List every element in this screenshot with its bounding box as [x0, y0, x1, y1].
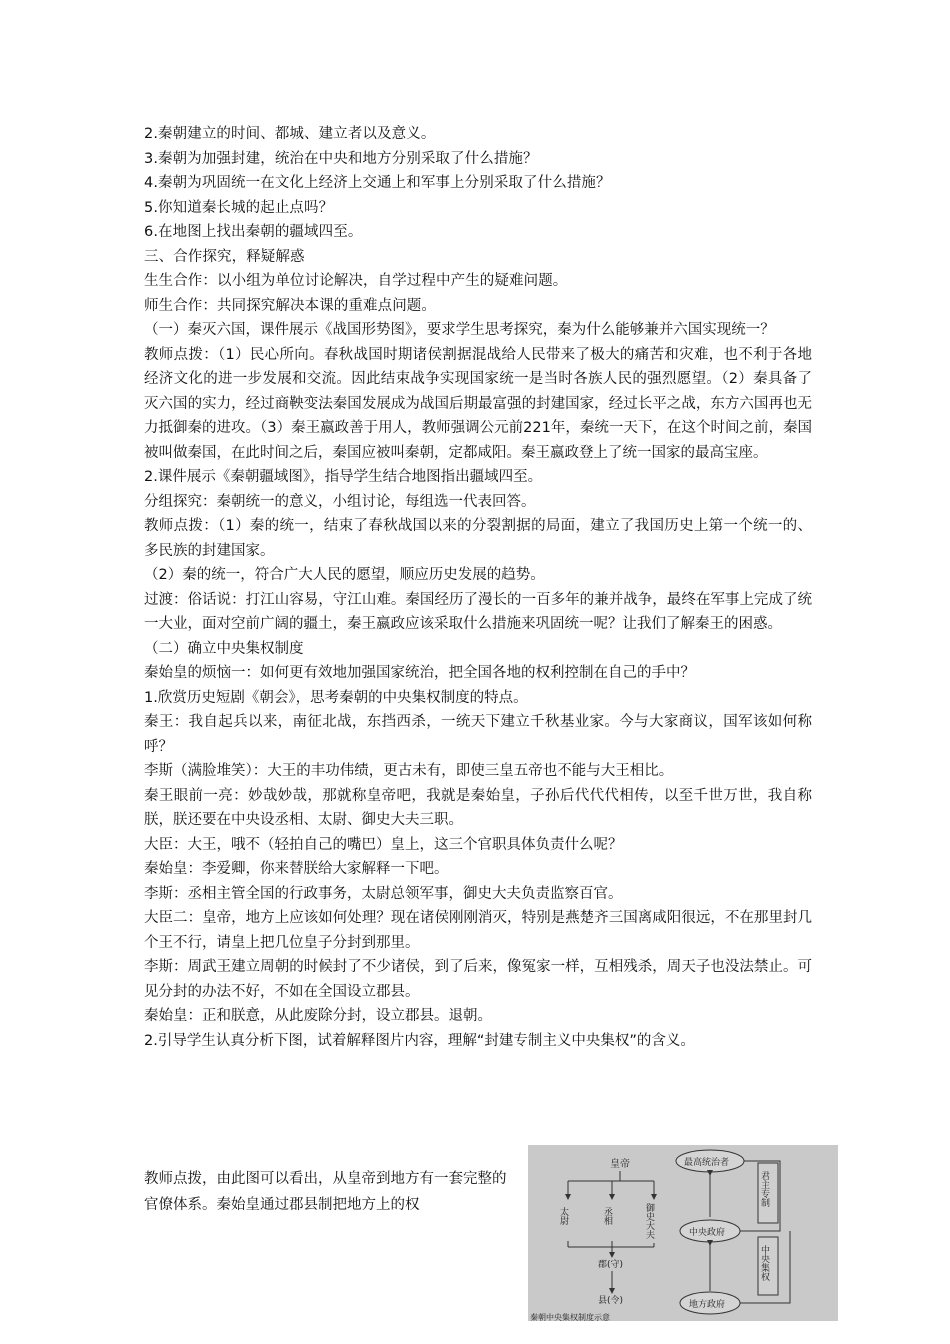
section-heading-3: 三、合作探究，释疑解惑 [144, 248, 305, 265]
question-2: 2.秦朝建立的时间、都城、建立者以及意义。 [144, 126, 436, 142]
diagram-xian-label: 县(令) [598, 1296, 624, 1306]
diagram-centralization-label: 中央集权 [759, 1245, 769, 1281]
centralization-diagram [528, 1145, 838, 1321]
diagram-caption-fragment: 秦朝中央集权制度示意 [530, 1313, 610, 1321]
diagram-jun-label: 郡(守) [598, 1260, 624, 1270]
dialogue-king-1: 秦王：我自起兵以来，南征北战，东挡西杀，一统天下建立千秋基业家。今与大家商议，国军该如何称呼？ [144, 714, 812, 755]
dialogue-lisi-2: 李斯：丞相主管全国的行政事务，太尉总领军事，御史大夫负责监察百官。 [144, 885, 623, 902]
question-6: 6.在地图上找出秦朝的疆域四至。 [144, 224, 363, 240]
diagram-central-gov-label: 中央政府 [689, 1228, 726, 1238]
dialogue-minister-1: 大臣：大王，哦不（轻拍自己的嘴巴）皇上，这三个官职具体负责什么呢？ [144, 836, 623, 853]
paragraph-short-play: 1.欣赏历史短剧《朝会》，思考秦朝的中央集权制度的特点。 [144, 689, 528, 706]
question-3: 3.秦朝为加强封建，统治在中央和地方分别采取了什么措施？ [144, 150, 538, 167]
paragraph-transition: 过渡：俗话说：打江山容易，守江山难。秦国经历了漫长的一百多年的兼并战争，最终在军事上完成了统一大业，面对空前广阔的疆土，秦王嬴政应该采取什么措施来巩固统一呢？让我们了解秦王的困惑。 [144, 591, 812, 632]
paragraph-teacher-guidance-2: 教师点拨：（1）秦的统一，结束了春秋战国以来的分裂割据的局面，建立了我国历史上第一个统一的、多民族的封建国家。 [144, 518, 812, 559]
paragraph-teacher-guidance-3: 教师点拨，由此图可以看出，从皇帝到地方有一套完整的官僚体系。秦始皇通过郡县制把地方上的权 [144, 1171, 507, 1213]
paragraph-unification-trend: （2）秦的统一，符合广大人民的愿望，顺应历史发展的趋势。 [144, 567, 545, 583]
dialogue-king-2: 秦王眼前一亮：妙哉妙哉，那就称皇帝吧，我就是秦始皇，子孙后代代代相传，以至千世万世，我自称朕，朕还要在中央设丞相、太尉、御史大夫三职。 [144, 787, 812, 828]
paragraph-worry-one: 秦始皇的烦恼一：如何更有效地加强国家统治，把全国各地的权利控制在自己的手中？ [144, 665, 695, 681]
student-cooperation: 生生合作：以小组为单位讨论解决，自学过程中产生的疑难问题。 [144, 273, 568, 289]
paragraph-centralization-heading: （二）确立中央集权制度 [144, 640, 304, 657]
question-4: 4.秦朝为巩固统一在文化上经济上交通上和军事上分别采取了什么措施？ [144, 175, 611, 191]
paragraph-group-inquiry: 分组探究：秦朝统一的意义，小组讨论，每组选一代表回答。 [144, 493, 536, 510]
diagram-emperor-label: 皇帝 [610, 1159, 630, 1170]
diagram-svg [528, 1145, 838, 1321]
paragraph-qin-conquest: （一）秦灭六国，课件展示《战国形势图》，要求学生思考探究，秦为什么能够兼并六国实现统一？ [144, 322, 775, 338]
diagram-supreme-ruler-label: 最高统治者 [684, 1158, 730, 1168]
diagram-taiwei-label: 太尉 [558, 1207, 568, 1225]
diagram-yushi-label: 御史大夫 [644, 1203, 654, 1239]
dialogue-emperor-1: 秦始皇：李爱卿，你来替朕给大家解释一下吧。 [144, 861, 449, 877]
diagram-autocracy-label: 君主专制 [759, 1171, 769, 1207]
question-5: 5.你知道秦长城的起止点吗？ [144, 199, 334, 216]
diagram-local-gov-label: 地方政府 [689, 1300, 726, 1310]
dialogue-lisi-3: 李斯：周武王建立周朝的时候封了不少诸侯，到了后来，像冤家一样，互相残杀，周天子也没法禁止。可见分封的办法不好，不如在全国设立郡县。 [144, 959, 812, 1000]
diagram-chengxiang-label: 丞相 [602, 1207, 612, 1225]
dialogue-emperor-2: 秦始皇：正和朕意，从此废除分封，设立郡县。退朝。 [144, 1008, 492, 1024]
document-body [144, 122, 812, 1053]
paragraph-analyze-figure: 2.引导学生认真分析下图，试着解释图片内容，理解“封建专制主义中央集权”的含义。 [144, 1032, 695, 1049]
paragraph-teacher-guidance-1: 教师点拨：（1）民心所向。春秋战国时期诸侯割据混战给人民带来了极大的痛苦和灾难，也不利于各地经济文化的进一步发展和交流。因此结束战争实现国家统一是当时各族人民的强烈愿望。（2）秦具备了灭六国的实力，经过商鞅变法秦国发展成为战国后期最富强的封建国家，经过长平之战，东方六国再也无力抵御秦的进攻。（3）秦王嬴政善于用人，教师强调公元前221年，秦统一天下，在这个时间之前，秦国被叫做秦国，在此时间之后，秦国应被叫秦朝，定都咸阳。秦王嬴政登上了统一国家的最高宝座。 [144, 346, 812, 461]
dialogue-lisi-1: 李斯（满脸堆笑）：大王的丰功伟绩，更古未有，即使三皇五帝也不能与大王相比。 [144, 763, 674, 779]
dialogue-minister-2: 大臣二：皇帝，地方上应该如何处理？现在诸侯刚刚消灭，特别是燕楚齐三国离咸阳很远，不在那里封几个王不行，请皇上把几位皇子分封到那里。 [144, 910, 812, 951]
paragraph-territory-map: 2.课件展示《秦朝疆域图》，指导学生结合地图指出疆域四至。 [144, 469, 543, 485]
teacher-student-cooperation: 师生合作：共同探究解决本课的重难点问题。 [144, 297, 436, 314]
